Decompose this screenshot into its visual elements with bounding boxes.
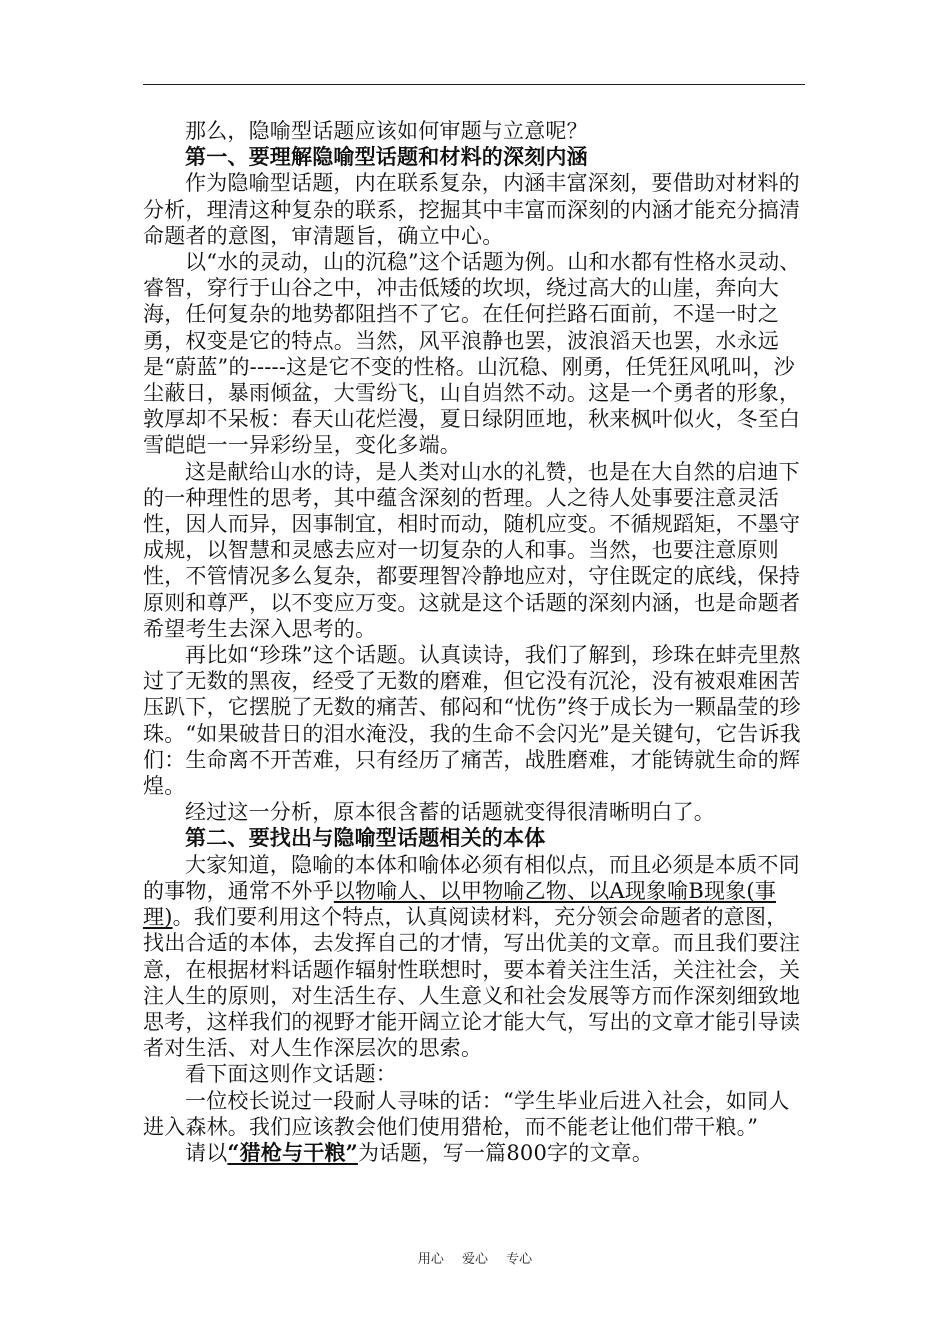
section-heading-2: 第二、要找出与隐喻型话题相关的本体 (185, 825, 546, 851)
paragraph-6-underlined: 以物喻人、以甲物喻乙物、以A现象喻B现象(事理) (143, 878, 777, 930)
paragraph-6 (143, 852, 807, 1062)
intro-paragraph: 那么，隐喻型话题应该如何审题与立意呢？ (185, 119, 588, 143)
paragraph-5: 经过这一分析，原本很含蓄的话题就变得很清晰明白了。 (185, 800, 715, 825)
paragraph-1: 作为隐喻型话题，内在联系复杂，内涵丰富深刻，要借助对材料的分析，理清这种复杂的联系，挖掘其中丰富而深刻的内涵才能充分搞清命题者的意图，审清题旨，确立中心。 (143, 171, 801, 248)
document-body (143, 118, 807, 1166)
topic-title: “猎枪与干粮” (227, 1139, 358, 1165)
page-footer: 用心 爱心 专心 (417, 1252, 533, 1267)
paragraph-7: 看下面这则作文话题： (185, 1062, 397, 1087)
paragraph-9 (143, 1140, 807, 1166)
paragraph-3: 这是献给山水的诗，是人类对山水的礼赞，也是在大自然的启迪下的一种理性的思考，其中蕴含深刻的哲理。人之待人处事要注意灵活性，因人而异，因事制宜，相时而动，随机应变。不循规蹈矩，不墨守成规，以智慧和灵感去应对一切复杂的人和事。当然，也要注意原则性，不管情况多么复杂，都要理智冷静地应对，守住既定的底线，保持原则和尊严，以不变应万变。这就是这个话题的深刻内涵，也是命题者希望考生去深入思考的。 (143, 459, 801, 641)
paragraph-8: 一位校长说过一段耐人寻味的话：“学生毕业后进入社会，如同人进入森林。我们应该教会他们使用猎枪，而不能老让他们带干粮。” (143, 1088, 790, 1139)
paragraph-2: 以“水的灵动，山的沉稳”这个话题为例。山和水都有性格水灵动、睿智，穿行于山谷之中，冲击低矮的坎坝，绕过高大的山崖，奔向大海，任何复杂的地势都阻挡不了它。在任何拦路石面前，不逞一时之勇，权变是它的特点。当然，风平浪静也罢，波浪滔天也罢，水永远是“蔚蓝”的-----这是它不变的性格。山沉稳、刚勇，任凭狂风吼叫，沙尘蔽日，暴雨倾盆，大雪纷飞，山自岿然不动。这是一个勇者的形象，敦厚却不呆板：春天山花烂漫，夏日绿阴匝地，秋来枫叶似火，冬至白雪皑皑一一异彩纷呈，变化多端。 (143, 250, 801, 458)
paragraph-6-rest: 。我们要利用这个特点，认真阅读材料，充分领会命题者的意图，找出合适的本体，去发挥自己的才情，写出优美的文章。而且我们要注意，在根据材料话题作辐射性联想时，要本着关注生活，关注社会，关注人生的原则，对生活生存、人生意义和社会发展等方而作深刻细致地思考，这样我们的视野才能开阔立论才能大气，写出的文章才能引导读者对生活、对人生作深层次的思索。 (143, 905, 801, 1061)
paragraph-6-lead: 大家知道，隐喻的本体和喻体必须有相似点，而且必须是本质不同的事物，通常不外乎 (143, 852, 800, 903)
paragraph-4: 再比如“珍珠”这个话题。认真读诗，我们了解到，珍珠在蚌壳里熬过了无数的黑夜，经受了无数的磨难，但它没有沉沦，没有被艰难困苦压趴下，它摆脱了无数的痛苦、郁闷和“忧伤”终于成长为一颗晶莹的珍珠。“如果破昔日的泪水淹没，我的生命不会闪光”是关键句，它告诉我们：生命离不开苦难，只有经历了痛苦，战胜磨难，才能铸就生命的辉煌。 (143, 643, 801, 799)
paragraph-9-rest: 为话题，写一篇800字的文章。 (357, 1140, 654, 1165)
paragraph-9-lead: 请以 (185, 1140, 228, 1165)
section-heading-1: 第一、要理解隐喻型话题和材料的深刻内涵 (185, 144, 588, 170)
header-rule (143, 84, 805, 85)
